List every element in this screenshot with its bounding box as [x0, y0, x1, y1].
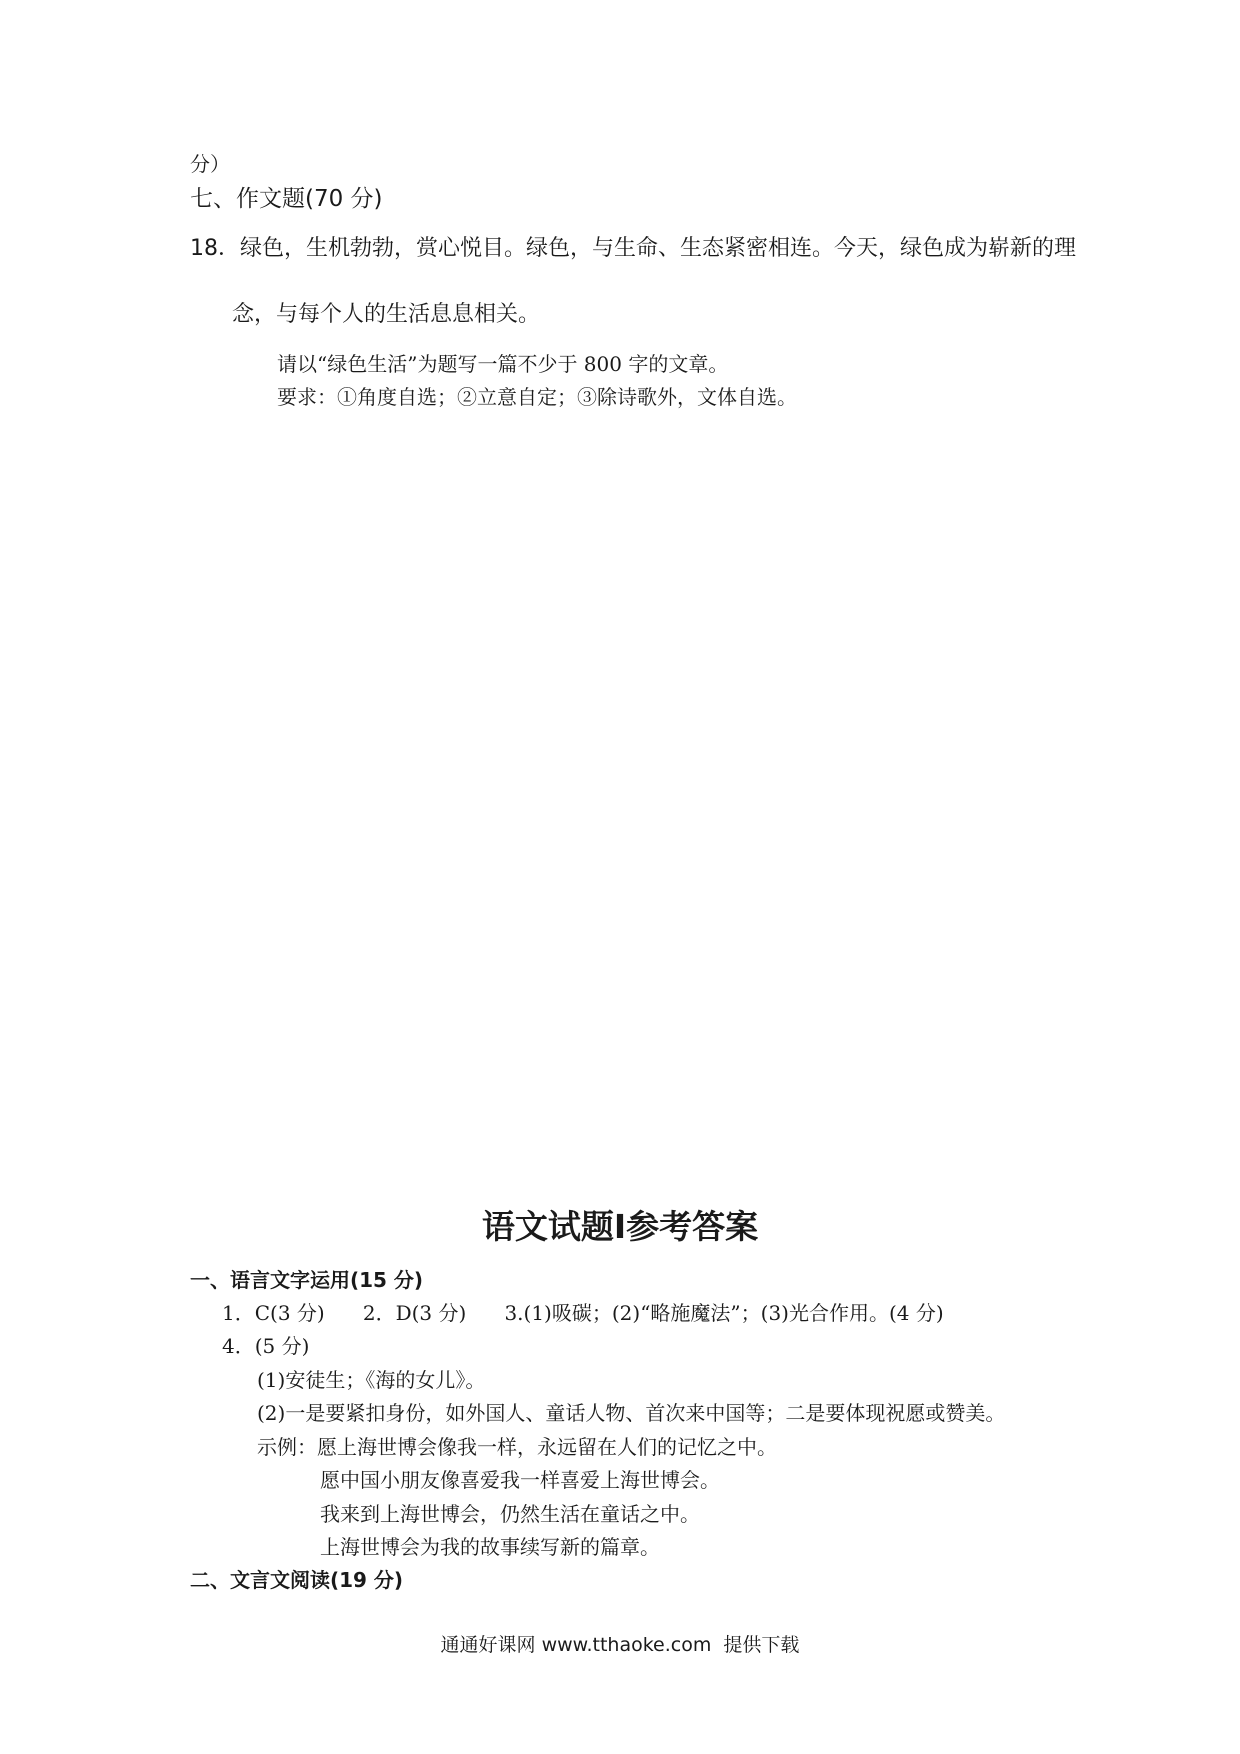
example-line-4: 上海世博会为我的故事续写新的篇章。 — [320, 1535, 660, 1559]
q18-requirements: 要求：①角度自选；②立意自定；③除诗歌外，文体自选。 — [277, 385, 797, 409]
q18-prompt: 请以“绿色生活”为题写一篇不少于 800 字的文章。 — [277, 352, 729, 376]
q18-line1: 18．绿色，生机勃勃，赏心悦目。绿色，与生命、生态紧密相连。今天，绿色成为崭新的理 — [190, 236, 1076, 261]
question4-part1: (1)安徒生；《海的女儿》。 — [257, 1368, 486, 1392]
section2-heading: 二、文言文阅读(19 分) — [190, 1568, 404, 1592]
question4-part2: (2)一是要紧扣身份，如外国人、童话人物、首次来中国等；二是要体现祝愿或赞美。 — [257, 1401, 1006, 1425]
carryover-fragment: 分） — [190, 152, 230, 176]
example-line-3: 我来到上海世博会，仍然生活在童话之中。 — [320, 1502, 700, 1526]
section7-heading: 七、作文题(70 分) — [190, 186, 383, 212]
section1-answers-1-3: 1．C(3 分) 2．D(3 分) 3.(1)吸碳；(2)“略施魔法”；(3)光合作用。(4 分) — [222, 1301, 944, 1325]
q18-line2: 念，与每个人的生活息息相关。 — [232, 302, 541, 327]
example-line-2: 愿中国小朋友像喜爱我一样喜爱上海世博会。 — [320, 1468, 720, 1492]
section1-heading: 一、语言文字运用(15 分) — [190, 1268, 424, 1292]
answers-title: 语文试题Ⅰ参考答案 — [481, 1207, 759, 1246]
footer-credit: 通通好课网 www.tthaoke.com 提供下载 — [440, 1634, 800, 1656]
example-line-1: 示例：愿上海世博会像我一样，永远留在人们的记忆之中。 — [257, 1435, 777, 1459]
question4-label: 4．(5 分) — [222, 1334, 310, 1358]
